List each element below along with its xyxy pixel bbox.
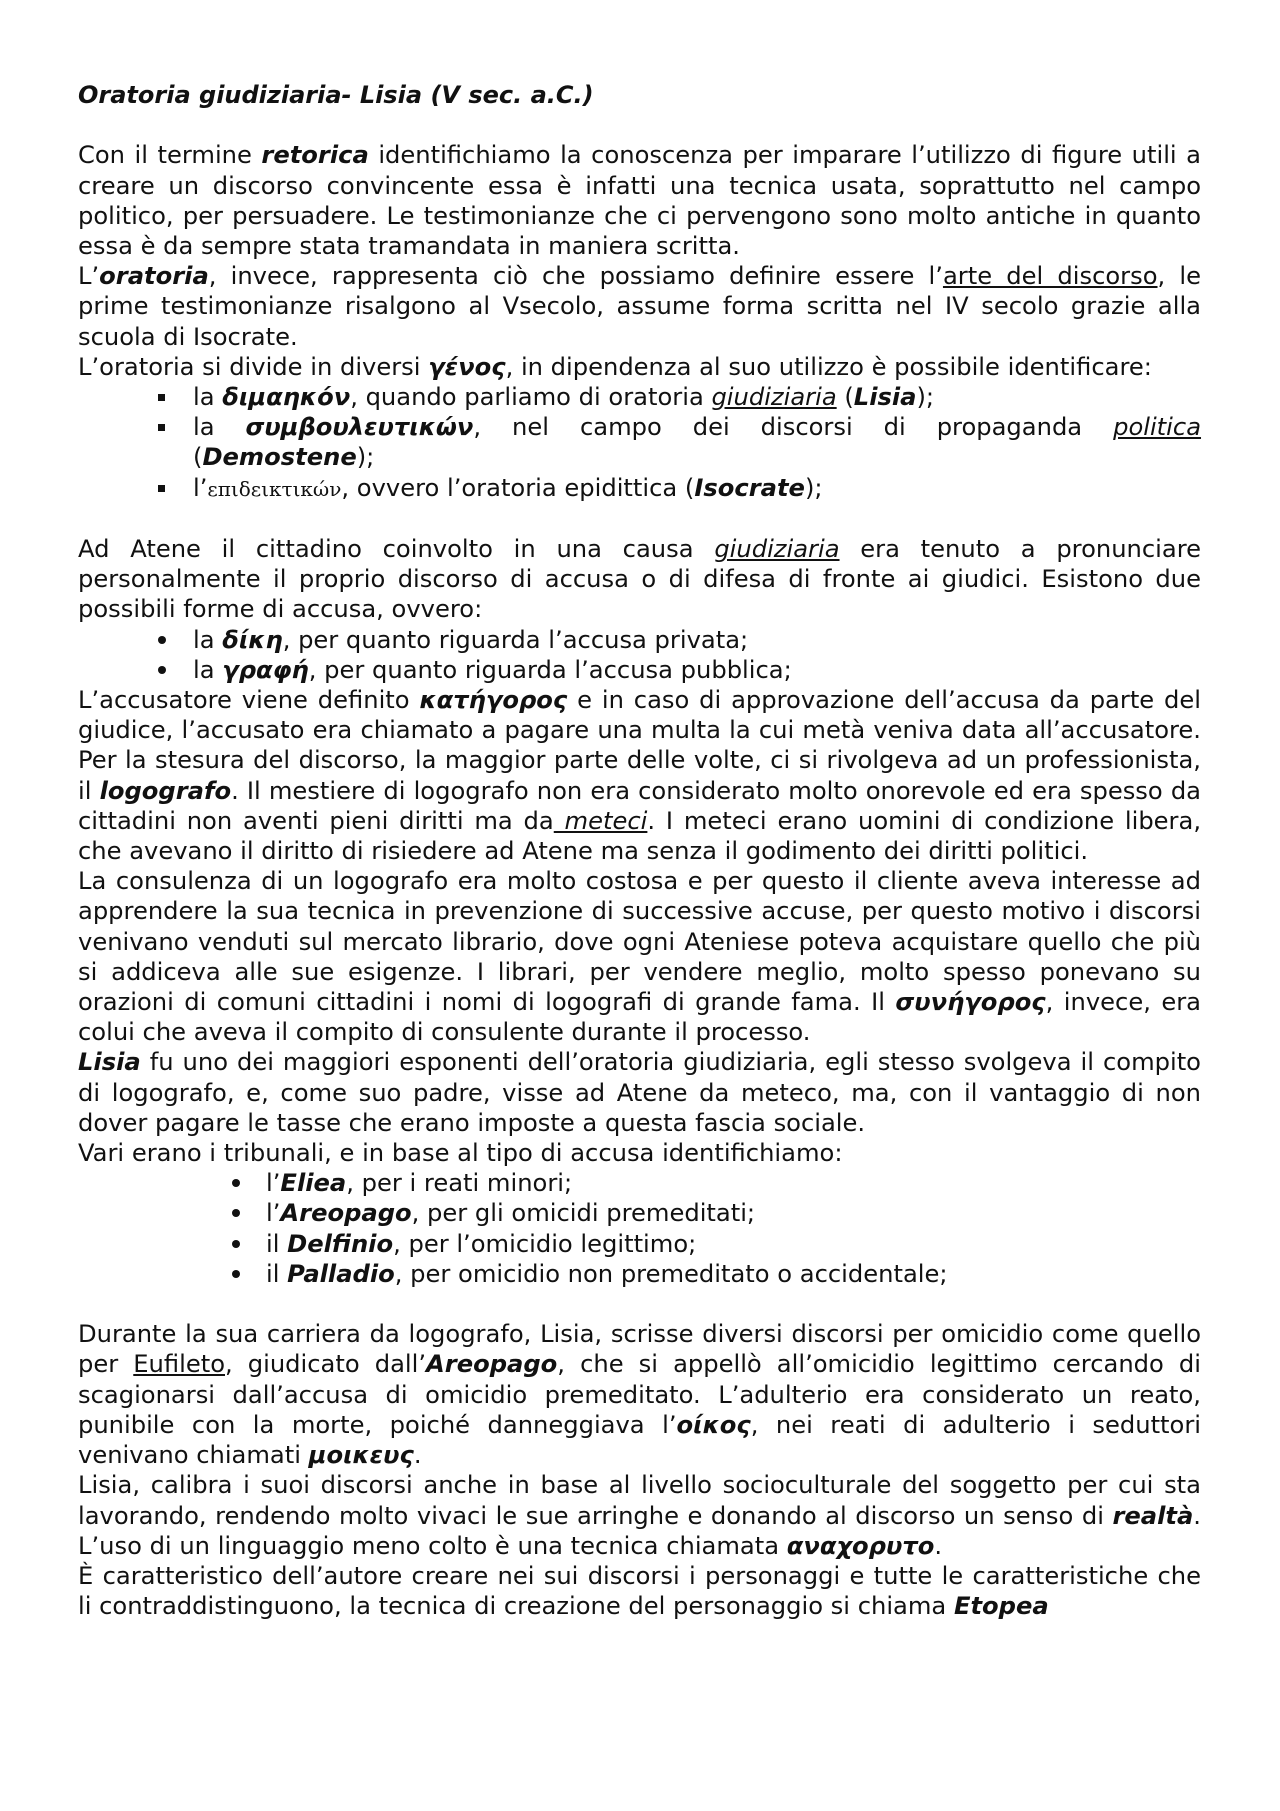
paragraph-accusatore: L’accusatore viene definito κατήγορος e in caso di approvazione dell’accusa da parte del giudice, l’accusato era chiamato a pagare una multa la cui metà veniva data all’accusatore. Per la stesura del discorso, la maggior parte delle volte, ci si rivolgeva ad un professionista, il logografo. Il mestiere di logografo non era considerato molto onorevole ed era spesso da cittadini non aventi pieni diritti ma da meteci. I meteci erano uomini di condizione libera, che avevano il diritto di risiedere ad Atene ma senza il godimento dei diritti politici. xyxy=(78,686,1202,866)
list-item: l’επιδεικτικών, ovvero l’oratoria epidittica (Isocrate); xyxy=(78,473,1201,504)
paragraph-genos: L’oratoria si divide in diversi γένος, in dipendenza al suo utilizzo è possibile identificare: xyxy=(78,352,1152,381)
list-item: l’Areopago, per gli omicidi premeditati; xyxy=(78,1198,1201,1228)
list-item: il Palladio, per omicidio non premeditato o accidentale; xyxy=(78,1259,1201,1289)
term-retorica: retorica xyxy=(261,141,369,170)
paragraph-retorica: Con il termine retorica identifichiamo la conoscenza per imparare l’utilizzo di figure utili a creare un discorso convincente essa è infatti una tecnica usata, soprattutto nel campo politico, per persuadere. Le testimonianze che ci pervengono sono molto antiche in quanto essa è da sempre stata tramandata in maniera scritta. xyxy=(78,141,1201,260)
paragraph-etopea: È caratteristico dell’autore creare nei sui discorsi i personaggi e tutte le caratteristiche che li contraddistinguono, la tecnica di creazione del personaggio si chiama Etopea xyxy=(78,1561,1201,1621)
paragraph-consulenza: La consulenza di un logografo era molto costosa e per questo il cliente aveva interesse ad apprendere la sua tecnica in prevenzione di successive accuse, per questo motivo i discorsi venivano venduti sul mercato librario, dove ogni Ateniese poteva acquistare quello che più si addiceva alle sue esigenze. I librari, per vendere meglio, molto spesso ponevano su orazioni di comuni cittadini i nomi di logografi di grande fama. Il συνήγορος, invece, era colui che aveva il compito di consulente durante il processo. xyxy=(78,867,1201,1047)
paragraph-lisia: Lisia fu uno dei maggiori esponenti dell’oratoria giudiziaria, egli stesso svolgeva il compito di logografo, e, come suo padre, visse ad Atene da meteco, ma, con il vantaggio di non dover pagare le tasse che erano imposte a questa fascia sociale. xyxy=(78,1048,1201,1137)
paragraph-realta: Lisia, calibra i suoi discorsi anche in base al livello socioculturale del soggetto per cui sta lavorando, rendendo molto vivaci le sue arringhe e donando al discorso un senso di realtà. L’uso di un linguaggio meno colto è una tecnica chiamata αναχορυτο. xyxy=(78,1471,1201,1560)
term-genos: γένος xyxy=(428,352,506,381)
list-item: il Delfinio, per l’omicidio legittimo; xyxy=(78,1229,1201,1259)
paragraph-eufileto: Durante la sua carriera da logografo, Lisia, scrisse diversi discorsi per omicidio come quello per Eufileto, giudicato dall’Areopago, che si appellò all’omicidio legittimo cercando di scagionarsi dall’accusa di omicidio premeditato. L’adulterio era considerato un reato, punibile con la morte, poiché danneggiava l’οίκος, nei reati di adulterio i seduttori venivano chiamati μοικευς. xyxy=(78,1320,1201,1470)
paragraph-oratoria: L’oratoria, invece, rappresenta ciò che possiamo definire essere l’arte del discorso, le prime testimonianze risalgono al Vsecolo, assume forma scritta nel IV secolo grazie alla scuola di Isocrate. xyxy=(78,262,1201,351)
paragraph-tribunali: Vari erano i tribunali, e in base al tipo di accusa identifichiamo: xyxy=(78,1139,843,1168)
accuse-list xyxy=(78,625,1201,685)
list-item: l’Eliea, per i reati minori; xyxy=(78,1168,1201,1198)
term-oratoria: oratoria xyxy=(99,262,209,291)
list-item: la διμαηκόν, quando parliamo di oratoria giudiziaria (Lisia); xyxy=(78,382,1201,412)
paragraph-accusa: Ad Atene il cittadino coinvolto in una causa giudiziaria era tenuto a pronunciare personalmente il proprio discorso di accusa o di difesa di fronte ai giudici. Esistono due possibili forme di accusa, ovvero: xyxy=(78,535,1202,624)
tribunali-list xyxy=(78,1168,1201,1289)
list-item: la δίκη, per quanto riguarda l’accusa privata; xyxy=(78,625,1201,655)
genres-list xyxy=(78,382,1201,504)
list-item: la γραφή, per quanto riguarda l’accusa pubblica; xyxy=(78,655,1201,685)
term-arte-del-discorso: arte del discorso xyxy=(942,262,1158,291)
page-title: Oratoria giudiziaria- Lisia (V sec. a.C.) xyxy=(78,81,594,109)
list-item: la συμβουλευτικών, nel campo dei discorsi di propaganda politica (Demostene); xyxy=(78,412,1201,472)
